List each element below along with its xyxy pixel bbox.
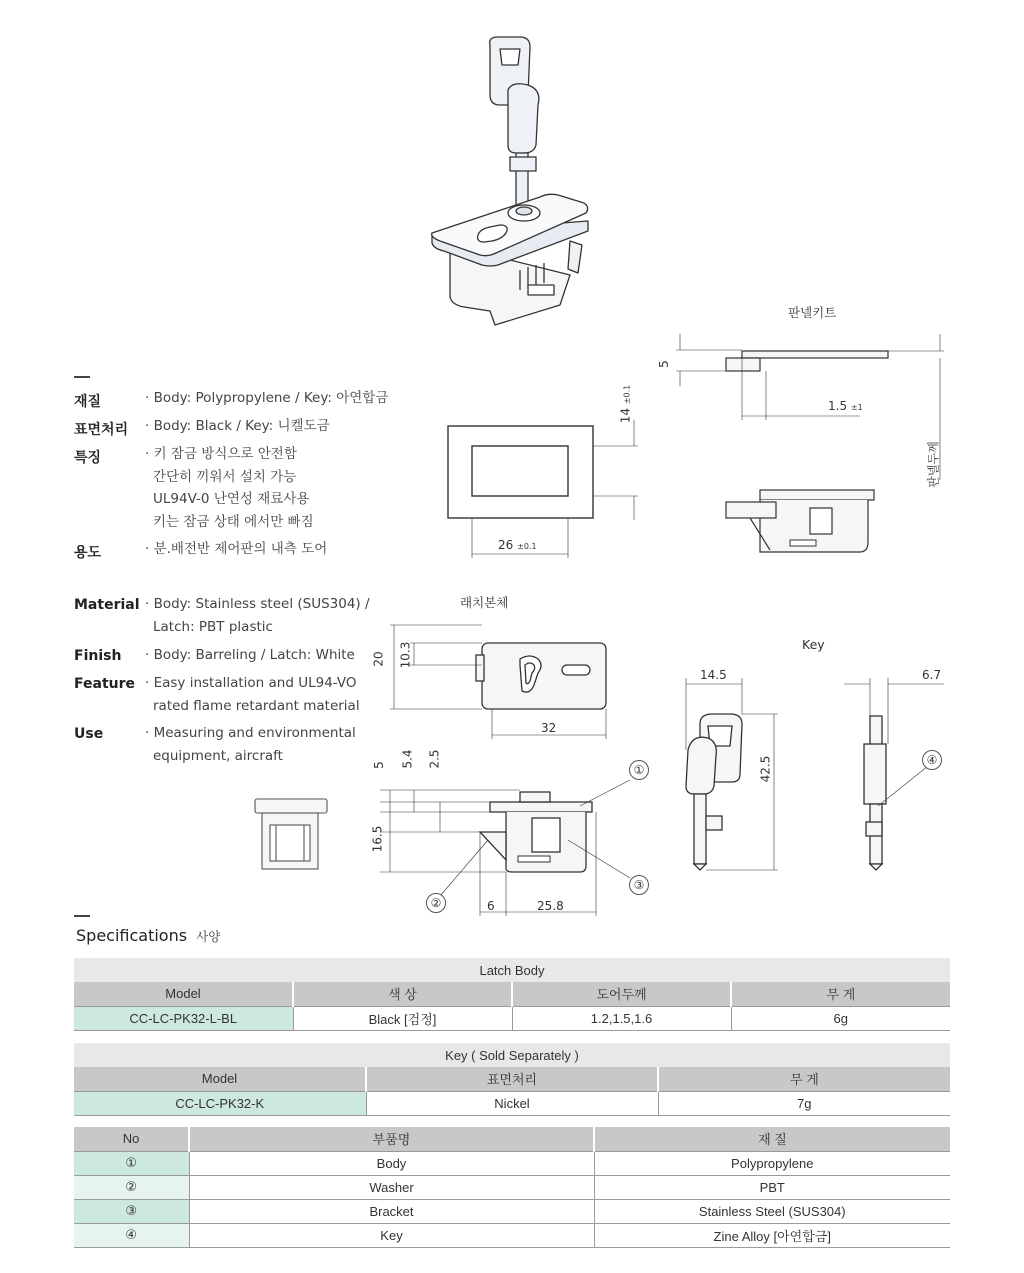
latch-body-top-drawing [380, 615, 620, 745]
spec-label: Material [74, 597, 140, 613]
key-header-finish: 표면처리 [366, 1067, 658, 1091]
specifications-heading [76, 926, 220, 945]
spec-label: Finish [74, 648, 122, 664]
key-title: Key [802, 637, 825, 652]
spec-value-line: · 키 잠금 방식으로 안전함 [145, 446, 297, 462]
parts-cell-name: Washer [189, 1175, 594, 1199]
spec-value-line: · Body: Black / Key: 니켈도금 [145, 418, 330, 434]
spec-value-line: · Measuring and environmental [145, 725, 356, 741]
spec-label: 특징 [74, 450, 102, 466]
specifications-title-ko: 사양 [196, 929, 221, 944]
callout-2: ② [426, 893, 446, 913]
parts-cell-material: Polypropylene [594, 1151, 950, 1175]
panel-thickness-label: 판넬두께 [926, 441, 941, 488]
parts-cell-material: Zine Alloy [아연합금] [594, 1223, 950, 1247]
callout-1: ① [629, 760, 649, 780]
latch-cell-model: CC-LC-PK32-L-BL [74, 1006, 293, 1030]
dim-14-tol: ±0.1 [622, 384, 632, 405]
latch-header-color: 색 상 [293, 982, 512, 1006]
dim-14-5: 14.5 [700, 668, 727, 682]
table-row [74, 1199, 950, 1223]
key-header-model: Model [74, 1067, 366, 1091]
parts-cell-no: ② [74, 1175, 189, 1199]
spec-value-line: · Easy installation and UL94-VO [145, 675, 357, 691]
panel-kit-drawing [660, 330, 950, 570]
parts-header-material: 재 질 [594, 1127, 950, 1151]
spec-label: 표면처리 [74, 422, 129, 438]
spec-label: Feature [74, 676, 135, 692]
parts-header-no: No [74, 1127, 189, 1151]
parts-cell-name: Bracket [189, 1199, 594, 1223]
product-illustration [420, 35, 600, 335]
dim-20: 20 [371, 651, 386, 667]
parts-cell-no: ① [74, 1151, 189, 1175]
parts-header-part-name: 부품명 [189, 1127, 594, 1151]
key-cell-weight: 7g [658, 1091, 950, 1115]
key-table [74, 1043, 950, 1116]
specifications-title: Specifications [76, 926, 188, 945]
spec-value-line: · Body: Polypropylene / Key: 아연합금 [145, 390, 389, 406]
dim-32: 32 [541, 721, 557, 735]
table-row [74, 1151, 950, 1175]
section-dash-specs [74, 915, 90, 917]
section-dash [74, 376, 90, 378]
dim-5: 5 [371, 761, 386, 769]
key-header-weight: 무 게 [658, 1067, 950, 1091]
key-table-caption: Key ( Sold Separately ) [74, 1043, 950, 1067]
latch-header-weight: 무 게 [731, 982, 950, 1006]
spec-value-line: · Body: Barreling / Latch: White [145, 647, 355, 663]
table-row [74, 1175, 950, 1199]
table-row [74, 1223, 950, 1247]
latch-body-side-drawing [380, 760, 620, 920]
parts-cell-no: ③ [74, 1199, 189, 1223]
latch-table-caption: Latch Body [74, 958, 950, 982]
callout-4: ④ [922, 750, 942, 770]
latch-thumbnail [250, 795, 330, 875]
dim-5-4: 5.4 [400, 749, 415, 769]
parts-cell-material: PBT [594, 1175, 950, 1199]
latch-cell-weight: 6g [731, 1006, 950, 1030]
spec-value-line: equipment, aircraft [153, 747, 283, 764]
parts-table [74, 1127, 950, 1248]
callout-3: ③ [629, 875, 649, 895]
dim-16-5: 16.5 [370, 825, 385, 853]
spec-label: Use [74, 726, 104, 742]
dim-42-5: 42.5 [758, 755, 773, 783]
key-side-drawing [840, 670, 950, 880]
dim-6: 6 [487, 899, 495, 913]
dim-6-7: 6.7 [922, 668, 942, 682]
table-row [74, 1006, 950, 1030]
spec-value-line: · Body: Stainless steel (SUS304) / [145, 596, 370, 612]
dim-10-3: 10.3 [398, 641, 413, 669]
dim-1-5-tol: ±1 [850, 403, 863, 412]
key-cell-model: CC-LC-PK32-K [74, 1091, 366, 1115]
dim-1-5-value: 1.5 [828, 399, 848, 413]
panel-kit-title: 판넬키트 [788, 305, 837, 320]
dim-14 [618, 385, 632, 424]
dim-26-value: 26 [498, 538, 514, 552]
parts-cell-material: Stainless Steel (SUS304) [594, 1199, 950, 1223]
spec-value-line: 간단히 끼워서 설치 가능 [153, 468, 297, 485]
parts-cell-name: Key [189, 1223, 594, 1247]
latch-header-door-thickness: 도어두께 [512, 982, 731, 1006]
table-row [74, 1091, 950, 1115]
dim-14-value: 14 [618, 407, 633, 424]
dim-26 [498, 538, 537, 552]
spec-value-line: rated flame retardant material [153, 697, 360, 714]
latch-cell-color: Black [검정] [293, 1006, 512, 1030]
latch-body-table [74, 958, 950, 1031]
latch-header-model: Model [74, 982, 293, 1006]
dim-5-top: 5 [656, 360, 671, 368]
latch-cell-door-thickness: 1.2,1.5,1.6 [512, 1006, 731, 1030]
parts-cell-no: ④ [74, 1223, 189, 1247]
key-front-drawing [680, 670, 800, 880]
spec-value-line: · 분.배전반 제어판의 내측 도어 [145, 541, 328, 557]
dim-2-5: 2.5 [427, 749, 442, 769]
spec-value-line: Latch: PBT plastic [153, 618, 273, 635]
spec-value-line: 키는 잠금 상태 에서만 빠짐 [153, 513, 314, 530]
spec-label: 재질 [74, 394, 102, 410]
dim-26-tol: ±0.1 [517, 542, 537, 551]
dim-25-8: 25.8 [537, 899, 564, 913]
dim-1-5 [828, 399, 863, 413]
key-cell-finish: Nickel [366, 1091, 658, 1115]
spec-label: 용도 [74, 545, 102, 561]
latch-body-title: 래치본체 [460, 595, 509, 610]
spec-value-line: UL94V-0 난연성 재료사용 [153, 491, 310, 507]
parts-cell-name: Body [189, 1151, 594, 1175]
